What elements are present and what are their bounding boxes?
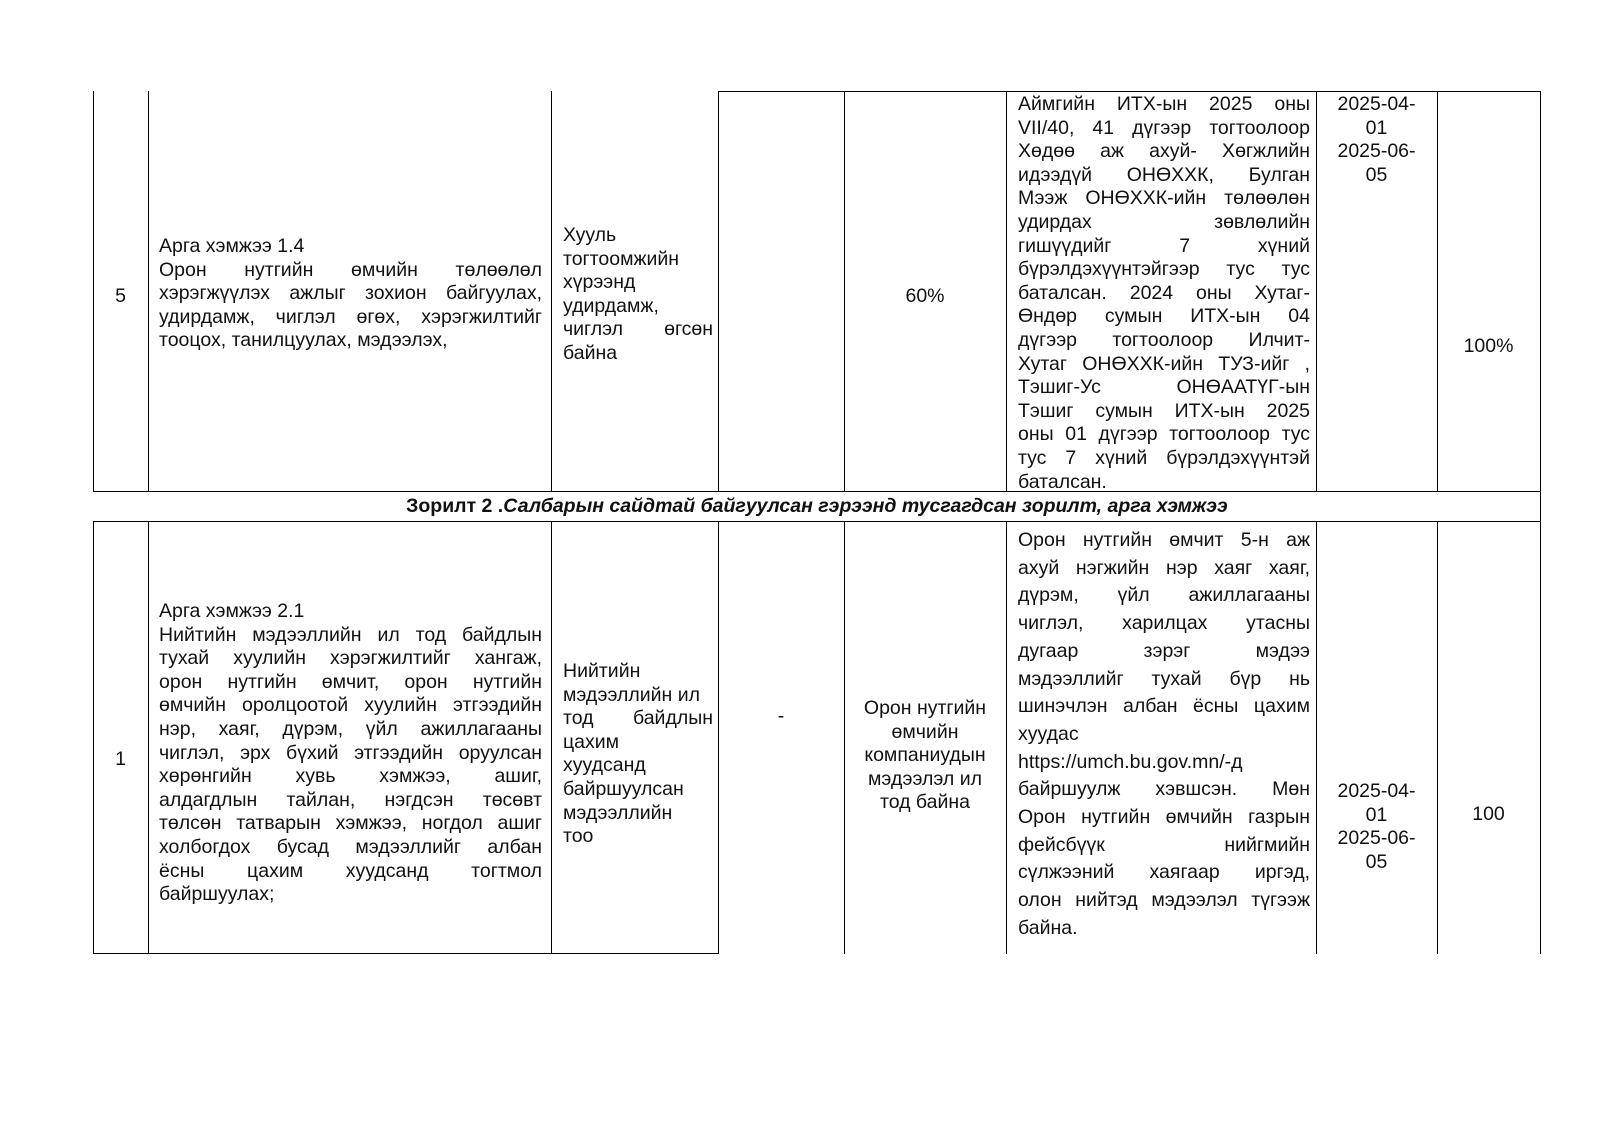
- activity-line: дүрэм, үйл ажиллагааны: [1018, 584, 1310, 607]
- indicator-line: Хууль: [563, 224, 617, 246]
- table-line: [148, 521, 149, 954]
- table-line: [1540, 91, 1541, 521]
- measure-line: өмчийн оролцоотой хуулийн этгээдийн: [159, 694, 542, 717]
- activity-line: сүлжээний хаягаар иргэд,: [1018, 861, 1310, 884]
- table-line: [1006, 91, 1007, 491]
- activity-line: дүгээр тогтоолоор Илчит-: [1018, 328, 1310, 351]
- measure-title: Арга хэмжээ 1.4: [159, 235, 305, 257]
- indicator-line: удирдамж,: [563, 294, 659, 317]
- section-heading: [93, 495, 1541, 519]
- date-line: 2025-04-: [1337, 780, 1416, 802]
- measure-line: чиглэл, эрх бүхий этгээдийн оруулсан: [159, 741, 542, 764]
- activity-cell: [1018, 527, 1310, 943]
- activity-line: оны 01 дүгээр тогтоолоор тус: [1018, 423, 1310, 446]
- indicator-cell: [563, 224, 713, 366]
- activity-line: дугаар зэрэг мэдээ: [1018, 639, 1310, 662]
- dates-cell: [1316, 93, 1437, 187]
- activity-line: мэдээллийг тухай бүр нь: [1018, 667, 1310, 690]
- section-heading-text: Салбарын сайдтай байгуулсан гэрээнд тусгагдсан зорилт, арга хэмжээ: [503, 495, 1228, 517]
- target-cell: [851, 697, 999, 815]
- activity-line: Өндөр сумын ИТХ-ын 04: [1018, 305, 1310, 328]
- date-line: 01: [1365, 116, 1388, 139]
- activity-line: тус 7 хүний бүрэлдэхүүнтэй: [1018, 446, 1310, 469]
- table-line: [1437, 91, 1438, 491]
- activity-line: Мээж ОНӨХХК-ийн төлөөлөн: [1018, 187, 1310, 210]
- table-line: [718, 521, 719, 954]
- target-line: Орон нутгийн: [863, 697, 987, 719]
- date-line: 2025-06-: [1337, 827, 1416, 850]
- measure-line: байршуулах;: [159, 883, 275, 906]
- activity-line: идээдүй ОНӨХХК, Булган: [1018, 163, 1310, 186]
- measure-title: Арга хэмжээ 2.1: [159, 600, 305, 622]
- date-line: 2025-04-: [1337, 93, 1416, 115]
- table-line: [1316, 521, 1317, 954]
- table-line: [844, 521, 845, 954]
- date-line: 01: [1365, 803, 1388, 826]
- activity-line: ахуй нэгжийн нэр хаяг хаяг,: [1018, 556, 1310, 579]
- measure-line: Орон нутгийн өмчийн төлөөлөл: [159, 258, 542, 281]
- measure-cell: [159, 600, 542, 907]
- indicator-line: мэдээллийн ил: [563, 683, 700, 706]
- indicator-line: байршуулсан: [563, 777, 684, 800]
- measure-line: нэр, хаяг, дүрэм, үйл ажиллагааны: [159, 717, 542, 740]
- measure-line: хөрөнгийн хувь хэмжээ, ашиг,: [159, 765, 542, 788]
- indicator-line: байна: [563, 341, 618, 364]
- target-line: тод байна: [880, 791, 970, 814]
- activity-line: Хөдөө аж ахуй- Хөгжлийн: [1018, 140, 1310, 163]
- table-line: [148, 91, 149, 491]
- table-line: [551, 521, 552, 954]
- activity-line: Хутаг ОНӨХХК-ийн ТУЗ-ийг ,: [1018, 352, 1310, 375]
- activity-line: фейсбүүк нийгмийн: [1018, 833, 1310, 856]
- activity-line: удирдах зөвлөлийн: [1018, 210, 1310, 233]
- activity-line: VII/40, 41 дүгээр тогтоолоор: [1018, 116, 1310, 139]
- activity-line: гишүүдийг 7 хүний: [1018, 234, 1310, 257]
- activity-line: Тэшиг сумын ИТХ-ын 2025: [1018, 399, 1310, 422]
- activity-line: https://umch.bu.gov.mn/-д: [1018, 750, 1243, 773]
- activity-line: бүрэлдэхүүнтэйгээр тус тус: [1018, 258, 1310, 281]
- date-line: 05: [1365, 850, 1388, 873]
- measure-line: удирдамж, чиглэл өгөх, хэрэгжилтийг: [159, 305, 542, 328]
- activity-line: баталсан. 2024 оны Хутаг-: [1018, 281, 1310, 304]
- table-line: [93, 491, 1541, 492]
- measure-line: алдагдлын тайлан, нэгдсэн төсөвт: [159, 788, 542, 811]
- row-number: 1: [115, 748, 126, 770]
- target-line: өмчийн: [891, 720, 959, 743]
- indicator-line: хуудсанд: [563, 754, 646, 777]
- table-line: [1540, 521, 1541, 954]
- indicator-line: чиглэл өгсөн: [563, 318, 713, 341]
- indicator-cell: [563, 660, 713, 849]
- table-line: [93, 953, 718, 954]
- measure-line: ёсны цахим хуудсанд тогтмол: [159, 859, 542, 882]
- result-value: 100: [1472, 803, 1505, 825]
- date-line: 05: [1365, 163, 1388, 186]
- section-heading-prefix: Зорилт 2 .: [406, 495, 504, 517]
- result-value: 100%: [1463, 335, 1514, 357]
- table-line: [718, 91, 1541, 92]
- activity-line: олон нийтэд мэдээлэл түгээж: [1018, 889, 1310, 912]
- table-line: [718, 91, 719, 491]
- measure-line: хэрэгжүүлэх ажлыг зохион байгуулах,: [159, 282, 542, 305]
- measure-line: тооцох, танилцуулах, мэдээлэх,: [159, 329, 448, 352]
- measure-line: холбогдох бусад мэдээллийг албан: [159, 835, 542, 858]
- activity-line: байршуулж хэвшсэн. Мөн: [1018, 778, 1310, 801]
- indicator-line: цахим: [563, 730, 620, 753]
- activity-line: Аймгийн ИТХ-ын 2025 оны: [1018, 93, 1310, 115]
- indicator-line: Нийтийн: [563, 660, 641, 682]
- table-line: [93, 521, 1541, 522]
- measure-line: орон нутгийн өмчит, орон нутгийн: [159, 670, 542, 693]
- activity-line: Орон нутгийн өмчит 5-н аж: [1018, 529, 1310, 551]
- target-line: компаниудын: [864, 744, 986, 767]
- indicator-line: тоо: [563, 825, 594, 848]
- table-line: [93, 521, 94, 954]
- activity-line: Тэшиг-Ус ОНӨААТҮГ-ын: [1018, 376, 1310, 399]
- indicator-line: мэдээллийн: [563, 801, 673, 824]
- activity-cell: [1018, 93, 1310, 494]
- indicator-line: тод байдлын: [563, 707, 713, 730]
- row-number: 5: [115, 285, 126, 307]
- dates-cell: [1316, 780, 1437, 874]
- table-line: [1437, 521, 1438, 954]
- table-line: [1006, 521, 1007, 954]
- measure-cell: [159, 235, 542, 353]
- baseline-value: -: [777, 705, 785, 727]
- table-line: [551, 91, 552, 491]
- activity-line: чиглэл, харилцах утасны: [1018, 612, 1310, 635]
- activity-line: хуудас: [1018, 722, 1079, 745]
- measure-line: Нийтийн мэдээллийн ил тод байдлын: [159, 623, 542, 646]
- activity-line: Орон нутгийн өмчийн газрын: [1018, 806, 1310, 829]
- target-line: мэдээлэл ил: [868, 767, 982, 790]
- indicator-line: хүрээнд: [563, 271, 636, 294]
- measure-line: тухай хуулийн хэрэгжилтийг хангаж,: [159, 647, 542, 670]
- measure-line: төлсөн татварын хэмжээ, ногдол ашиг: [159, 812, 542, 835]
- baseline-value: 60%: [905, 285, 945, 307]
- date-line: 2025-06-: [1337, 140, 1416, 163]
- activity-line: шинэчлэн албан ёсны цахим: [1018, 695, 1310, 718]
- indicator-line: тогтоомжийн: [563, 247, 680, 270]
- activity-line: байна.: [1018, 916, 1078, 939]
- activity-line: баталсан.: [1018, 470, 1107, 493]
